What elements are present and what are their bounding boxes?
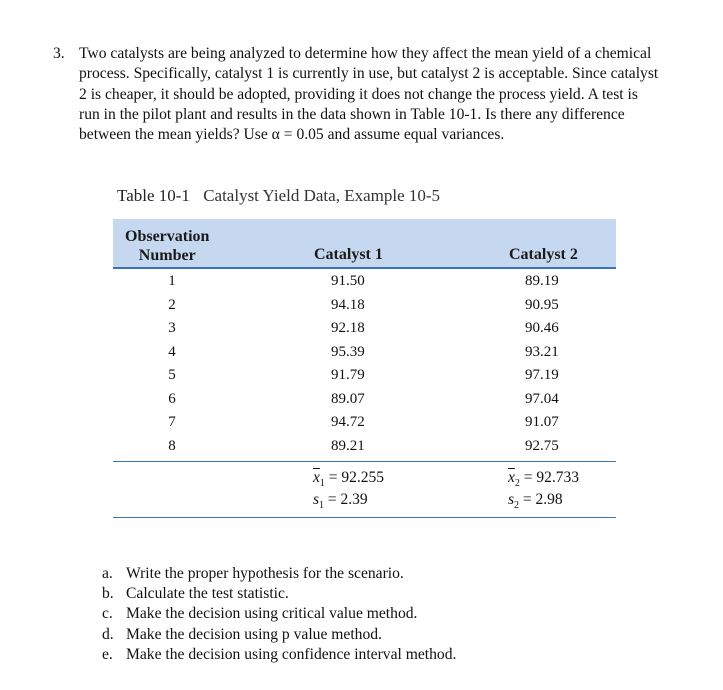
problem-number: 3.	[53, 45, 65, 62]
table-caption-label: Table 10-1	[117, 186, 190, 205]
table-row	[113, 317, 616, 341]
sd-catalyst-1-value: = 2.39	[327, 491, 368, 508]
table-row	[113, 411, 616, 435]
cell-observation: 4	[168, 343, 176, 360]
cell-catalyst-1: 95.39	[331, 343, 365, 360]
question-label: d.	[102, 625, 114, 643]
sd-catalyst-1: $s_1 = 2.39$	[313, 491, 368, 512]
cell-observation: 7	[168, 414, 176, 430]
mean-catalyst-2-value: = 92.733	[523, 469, 580, 486]
header-observation-number	[125, 227, 209, 265]
table-row	[113, 294, 616, 318]
table-divider	[113, 461, 616, 462]
question-label: b.	[102, 585, 114, 603]
problem-line: Two catalysts are being analyzed to determine how they affect the mean yield of a chemical	[79, 45, 652, 62]
cell-catalyst-2: 93.21	[525, 343, 559, 360]
table-header	[113, 219, 616, 269]
mean-catalyst-1-value: = 92.255	[328, 469, 385, 486]
table-caption-title: Catalyst Yield Data, Example 10-5	[203, 186, 441, 205]
cell-catalyst-1: 94.72	[331, 414, 365, 430]
cell-catalyst-2: 90.46	[525, 320, 559, 336]
question-text: Write the proper hypothesis for the scenario.	[126, 565, 404, 582]
cell-catalyst-1: 89.07	[331, 390, 365, 407]
header-catalyst-2: Catalyst 2	[509, 246, 578, 263]
question-item	[102, 604, 456, 624]
header-observation-line2: Number	[138, 247, 196, 264]
cell-observation: 2	[168, 296, 176, 313]
table-row	[113, 270, 616, 294]
question-label: a.	[102, 565, 113, 582]
cell-catalyst-1: 94.18	[331, 296, 365, 313]
question-label: e.	[102, 645, 113, 663]
problem-statement	[53, 44, 693, 145]
cell-catalyst-2: 91.07	[525, 414, 559, 430]
question-text: Make the decision using critical value method.	[126, 605, 418, 623]
cell-observation: 8	[168, 437, 176, 454]
table-caption	[117, 186, 440, 206]
sd-catalyst-2: $s_2 = 2.98$	[508, 491, 563, 512]
header-observation-line1: Observation	[125, 228, 210, 245]
question-text: Make the decision using p value method.	[126, 625, 382, 643]
cell-catalyst-2: 89.19	[525, 273, 559, 289]
question-item	[102, 625, 456, 645]
cell-observation: 1	[168, 273, 176, 289]
cell-catalyst-2: 90.95	[525, 296, 559, 313]
problem-line: between the mean yields? Use α = 0.05 and assume equal variances.	[79, 126, 505, 144]
problem-line: process. Specifically, catalyst 1 is currently in use, but catalyst 2 is acceptable. Since catalyst	[79, 65, 659, 83]
question-item	[102, 584, 456, 604]
cell-catalyst-2: 97.19	[525, 367, 559, 383]
question-item	[102, 645, 456, 665]
table-row	[113, 435, 616, 459]
cell-catalyst-1: 91.79	[331, 367, 365, 383]
problem-line: run in the pilot plant and results in the data shown in Table 10-1. Is there any difference	[79, 105, 625, 123]
question-item	[102, 564, 456, 584]
header-catalyst-1: Catalyst 1	[314, 246, 383, 263]
table-row	[113, 388, 616, 412]
cell-observation: 6	[168, 390, 176, 407]
cell-catalyst-2: 92.75	[525, 437, 559, 454]
cell-observation: 3	[168, 320, 176, 336]
cell-catalyst-1: 92.18	[331, 320, 365, 336]
problem-line: 2 is cheaper, it should be adopted, providing it does not change the process yield. A test is	[79, 85, 638, 103]
table-row	[113, 341, 616, 365]
question-text: Make the decision using confidence interval method.	[126, 645, 457, 663]
table-bottom-rule	[113, 517, 616, 518]
question-list	[102, 564, 456, 665]
question-label: c.	[102, 605, 113, 623]
mean-catalyst-1: $\overline{x}_1 = 92.255$	[313, 469, 385, 490]
cell-catalyst-1: 89.21	[331, 437, 365, 454]
cell-catalyst-2: 97.04	[525, 390, 559, 407]
question-text: Calculate the test statistic.	[126, 585, 289, 603]
problem-text	[79, 44, 693, 145]
sd-catalyst-2-value: = 2.98	[522, 491, 563, 508]
cell-catalyst-1: 91.50	[331, 273, 365, 289]
cell-observation: 5	[168, 367, 176, 383]
table-row	[113, 364, 616, 388]
table-body	[113, 270, 616, 458]
mean-catalyst-2: $\overline{x}_2 = 92.733$	[508, 469, 580, 490]
